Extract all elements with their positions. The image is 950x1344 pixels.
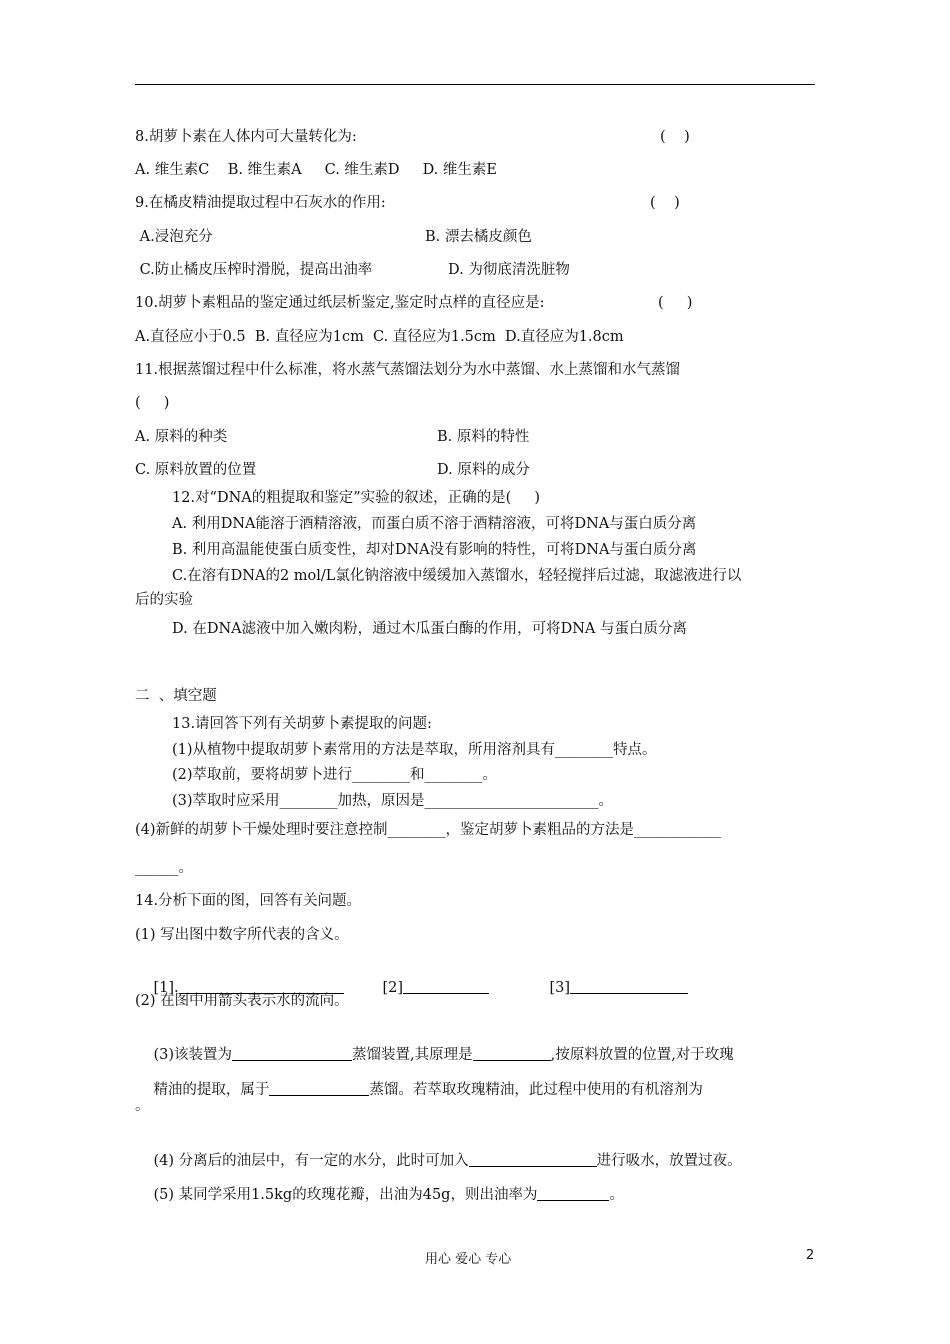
q14-part3-text-e: 蒸馏。若萃取玫瑰精油，此过程中使用的有机溶剂为	[369, 1082, 703, 1098]
page-number: 2	[806, 1248, 815, 1263]
q8-stem: 8.胡萝卜素在人体内可大量转化为:	[135, 129, 357, 145]
q14-part5-text-a: (5) 某同学采用1.5kg的玫瑰花瓣，出油为45g，则出油率为	[153, 1187, 538, 1203]
q8-answer-paren: ( )	[660, 129, 690, 145]
answer-blank	[232, 1046, 352, 1061]
section-heading: 二 、填空题	[135, 688, 217, 704]
header-rule	[135, 84, 815, 85]
q13-part3: (3)萃取时应采用________加热，原因是________________________。	[172, 793, 614, 809]
q14-part5-text-b: 。	[609, 1187, 624, 1203]
q14-part4-text-b: 进行吸水，放置过夜。	[596, 1153, 742, 1169]
q13-part4: (4)新鲜的胡萝卜干燥处理时要注意控制________，鉴定胡萝卜素粗品的方法是____________	[135, 822, 722, 838]
q12-option-c-cont: 后的实验	[135, 592, 193, 608]
q14-part1: (1) 写出图中数字所代表的含义。	[135, 927, 349, 943]
q14-label-3	[531, 958, 688, 1018]
q14-stem: 14.分析下面的图，回答有关问题。	[135, 893, 362, 909]
q14-part3-text-d: 精油的提取，属于	[153, 1082, 270, 1098]
q12-option-a: A. 利用DNA能溶于酒精溶液，而蛋白质不溶于酒精溶液，可将DNA与蛋白质分离	[172, 516, 697, 532]
q14-part3-line3: 。	[135, 1098, 150, 1114]
answer-blank	[537, 1186, 609, 1201]
answer-blank	[570, 979, 688, 994]
q11-answer-paren: ( )	[135, 395, 170, 411]
q9-option-a: A.浸泡充分	[135, 229, 213, 245]
q9-option-b: B. 漂去橘皮颜色	[425, 229, 532, 245]
q11-stem: 11.根据蒸馏过程中什么标准，将水蒸气蒸馏法划分为水中蒸馏、水上蒸馏和水气蒸馏	[135, 362, 681, 378]
q13-part4-cont: ______。	[135, 860, 193, 876]
q11-option-a: A. 原料的种类	[135, 429, 228, 445]
q14-part3-text-c: ,按原料放置的位置,对于玫瑰	[550, 1047, 734, 1063]
answer-blank	[403, 979, 489, 994]
q11-option-d: D. 原料的成分	[437, 462, 530, 478]
q14-label-2	[364, 958, 489, 1018]
q14-part3-text-a: (3)该装置为	[153, 1047, 232, 1063]
q13-stem: 13.请回答下列有关胡萝卜素提取的问题:	[172, 716, 432, 732]
label-1-text: [1].	[153, 980, 179, 996]
q14-part2: (2) 在图中用箭头表示水的流向。	[135, 993, 349, 1009]
q13-part1: (1)从植物中提取胡萝卜素常用的方法是萃取，所用溶剂具有________特点。	[172, 742, 657, 758]
footer-slogan: 用心 爱心 专心	[425, 1252, 512, 1267]
q9-option-c: C.防止橘皮压榨时滑脱，提高出油率	[135, 262, 373, 278]
q9-answer-paren: ( )	[650, 195, 680, 211]
q10-answer-paren: ( )	[658, 295, 693, 311]
q14-part3-line2	[135, 1060, 703, 1120]
label-2-text: [2]	[382, 980, 403, 996]
q9-option-d: D. 为彻底清洗脏物	[448, 262, 570, 278]
q13-part2: (2)萃取前，要将胡萝卜进行________和________。	[172, 767, 498, 783]
q11-option-c: C. 原料放置的位置	[135, 462, 257, 478]
q9-stem: 9.在橘皮精油提取过程中石灰水的作用:	[135, 195, 386, 211]
q12-option-c: C.在溶有DNA的2 mol/L氯化钠溶液中缓缓加入蒸馏水，轻轻搅拌后过滤，取滤液进行以	[172, 568, 742, 584]
answer-blank	[473, 1046, 551, 1061]
label-3-text: [3]	[549, 980, 570, 996]
q14-part5	[135, 1165, 624, 1225]
q10-stem: 10.胡萝卜素粗品的鉴定通过纸层析鉴定,鉴定时点样的直径应是:	[135, 295, 545, 311]
q12-option-d: D. 在DNA滤液中加入嫩肉粉，通过木瓜蛋白酶的作用，可将DNA 与蛋白质分离	[172, 621, 688, 637]
q14-part4-text-a: (4) 分离后的油层中，有一定的水分，此时可加入	[153, 1153, 469, 1169]
q14-part3-text-b: 蒸馏装置,其原理是	[351, 1047, 473, 1063]
answer-blank	[269, 1081, 369, 1096]
q12-stem: 12.对“DNA的粗提取和鉴定”实验的叙述，正确的是( )	[172, 490, 541, 506]
q12-option-b: B. 利用高温能使蛋白质变性，却对DNA没有影响的特性，可将DNA与蛋白质分离	[172, 542, 697, 558]
q11-option-b: B. 原料的特性	[437, 429, 530, 445]
q8-options: A. 维生素C B. 维生素A C. 维生素D D. 维生素E	[135, 162, 497, 178]
q10-options: A.直径应小于0.5 B. 直径应为1cm C. 直径应为1.5cm D.直径应为1.8cm	[135, 329, 624, 345]
